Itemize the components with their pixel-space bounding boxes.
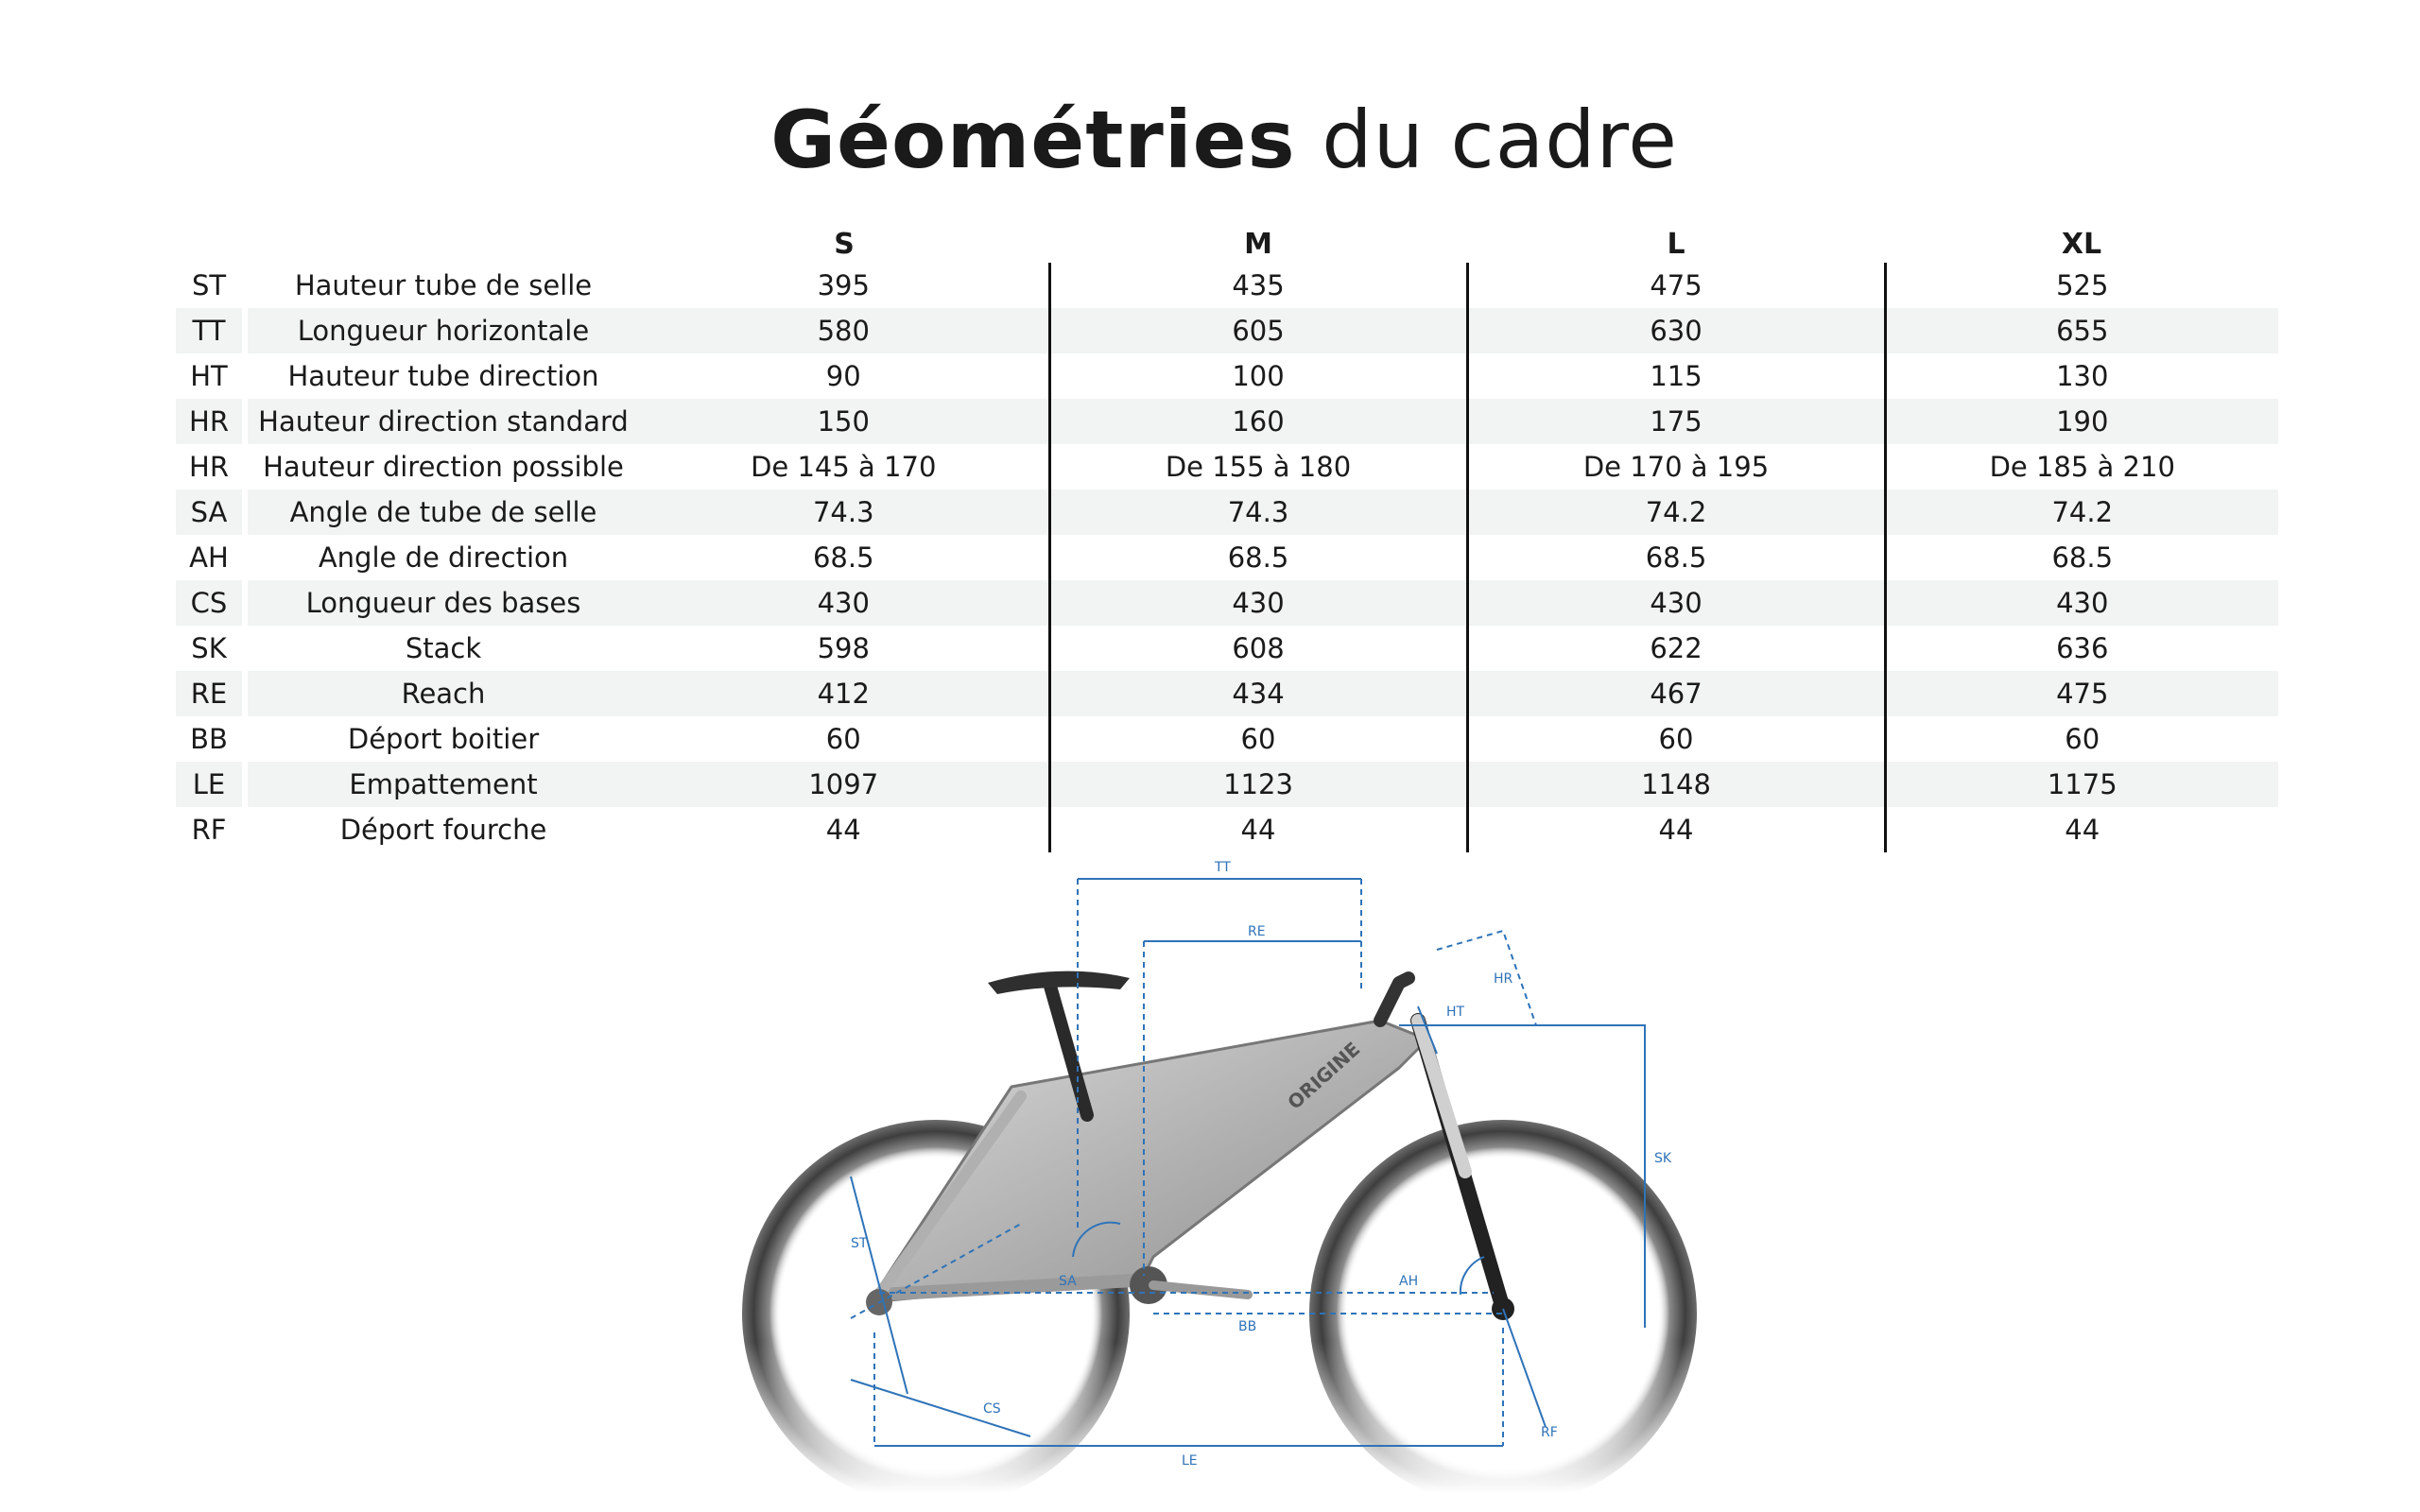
dim-label-rf: RF [1541,1425,1558,1440]
row-code: BB [190,723,228,755]
value-cell-xl: 655 [1885,308,2278,353]
value-cell-xl: 74.2 [1885,490,2278,535]
value-cell-m: 605 [1049,308,1467,353]
bike-geometry-diagram [737,850,1711,1493]
table-row [176,535,2278,580]
table-row [176,263,2278,308]
value-cell-l: 60 [1467,716,1885,762]
value-cell-s: 430 [639,580,1049,626]
value-cell-l: 630 [1467,308,1885,353]
value-cell-l: 475 [1467,263,1885,308]
row-label: Angle de tube de selle [248,490,639,535]
value-cell-xl: 68.5 [2051,541,2114,574]
row-code: SK [191,632,227,664]
value-cell-s: 395 [639,263,1049,308]
dim-label-tt: TT [1215,860,1231,875]
value-cell-xl: 190 [1885,399,2278,444]
value-cell-l: 115 [1467,353,1885,399]
ground-fade [737,1342,1711,1493]
table-row [176,399,2278,444]
row-code: TT [176,308,242,353]
dim-label-re: RE [1248,924,1266,939]
value-cell-m: 100 [1049,353,1467,399]
value-cell-xl: 44 [2065,814,2100,846]
table-row [176,807,2278,852]
value-cell-xl: 525 [2056,269,2109,301]
value-cell-l: 430 [1467,580,1885,626]
row-label: Déport fourche [339,814,547,846]
value-cell-xl: 60 [2065,723,2100,755]
value-cell-m: 60 [1049,716,1467,762]
row-code: AH [189,541,229,574]
value-cell-l: 44 [1467,807,1885,852]
dim-label-hr: HR [1494,971,1513,987]
dim-label-ah: AH [1399,1274,1419,1289]
brand-label: ORIGINE [1283,1037,1365,1114]
row-label: Stack [405,632,482,664]
row-label: Reach [248,671,639,716]
value-cell-xl: 1175 [1885,762,2278,807]
table-row [176,444,2278,490]
row-code: LE [176,762,242,807]
geometry-table [176,215,2278,852]
value-cell-s: 412 [639,671,1049,716]
row-label: Déport boitier [347,723,540,755]
value-cell-m: De 155 à 180 [1049,444,1467,490]
dim-label-ht: HT [1446,1005,1465,1020]
dim-label-bb: BB [1238,1319,1257,1334]
table-row [176,671,2278,716]
value-cell-m: 68.5 [1049,535,1467,580]
value-cell-s: 90 [639,353,1049,399]
value-cell-xl: 430 [1885,580,2278,626]
row-code: SA [176,490,242,535]
size-header-1: M [1244,228,1272,261]
row-label: Hauteur tube direction [287,360,599,392]
value-cell-l: 1148 [1467,762,1885,807]
value-cell-s: 580 [639,308,1049,353]
value-cell-xl: De 185 à 210 [1989,451,2175,483]
value-cell-m: 74.3 [1049,490,1467,535]
value-cell-s: 598 [639,626,1049,671]
value-cell-m: 44 [1049,807,1467,852]
row-code: CS [176,580,242,626]
title-rest: du cadre [1295,94,1678,186]
row-code: RF [191,814,227,846]
value-cell-l: 74.2 [1467,490,1885,535]
value-cell-s: 1097 [639,762,1049,807]
size-header-row [176,215,2278,263]
value-cell-l: De 170 à 195 [1467,444,1885,490]
value-cell-xl: 636 [2056,632,2109,664]
row-code: HT [190,360,228,392]
title-bold: Géométries [770,94,1296,186]
value-cell-xl: 475 [1885,671,2278,716]
value-cell-m: 430 [1049,580,1467,626]
page-title [0,93,2420,187]
table-row [176,308,2278,353]
value-cell-l: 467 [1467,671,1885,716]
table-row [176,716,2278,762]
value-cell-s: 74.3 [639,490,1049,535]
row-label: Longueur horizontale [248,308,639,353]
table-row [176,490,2278,535]
value-cell-m: 435 [1049,263,1467,308]
row-label: Longueur des bases [248,580,639,626]
dim-label-cs: CS [983,1401,1001,1417]
size-header-0: S [834,228,855,261]
row-code: HR [176,399,242,444]
dim-label-le: LE [1182,1453,1198,1469]
value-cell-xl: 130 [2056,360,2109,392]
value-cell-s: De 145 à 170 [639,444,1049,490]
row-label: Hauteur direction standard [248,399,639,444]
table-row [176,626,2278,671]
row-label: Empattement [248,762,639,807]
value-cell-s: 60 [639,716,1049,762]
value-cell-s: 44 [639,807,1049,852]
row-code: HR [189,451,229,483]
value-cell-m: 160 [1049,399,1467,444]
dim-label-st: ST [851,1236,868,1251]
dim-label-sk: SK [1654,1151,1672,1166]
table-row [176,580,2278,626]
table-row [176,353,2278,399]
h-code-cell [176,215,242,263]
row-label: Angle de direction [318,541,569,574]
dim-label-sa: SA [1059,1274,1077,1289]
size-header-2: L [1667,228,1685,261]
value-cell-l: 68.5 [1467,535,1885,580]
value-cell-m: 1123 [1049,762,1467,807]
value-cell-m: 608 [1049,626,1467,671]
value-cell-s: 68.5 [639,535,1049,580]
value-cell-s: 150 [639,399,1049,444]
row-code: RE [176,671,242,716]
row-code: ST [191,269,227,301]
size-header-3: XL [2061,228,2102,261]
value-cell-m: 434 [1049,671,1467,716]
row-label: Hauteur direction possible [263,451,624,483]
h-label-cell [248,215,639,263]
value-cell-l: 622 [1467,626,1885,671]
row-label: Hauteur tube de selle [294,269,593,301]
table-row [176,762,2278,807]
value-cell-l: 175 [1467,399,1885,444]
